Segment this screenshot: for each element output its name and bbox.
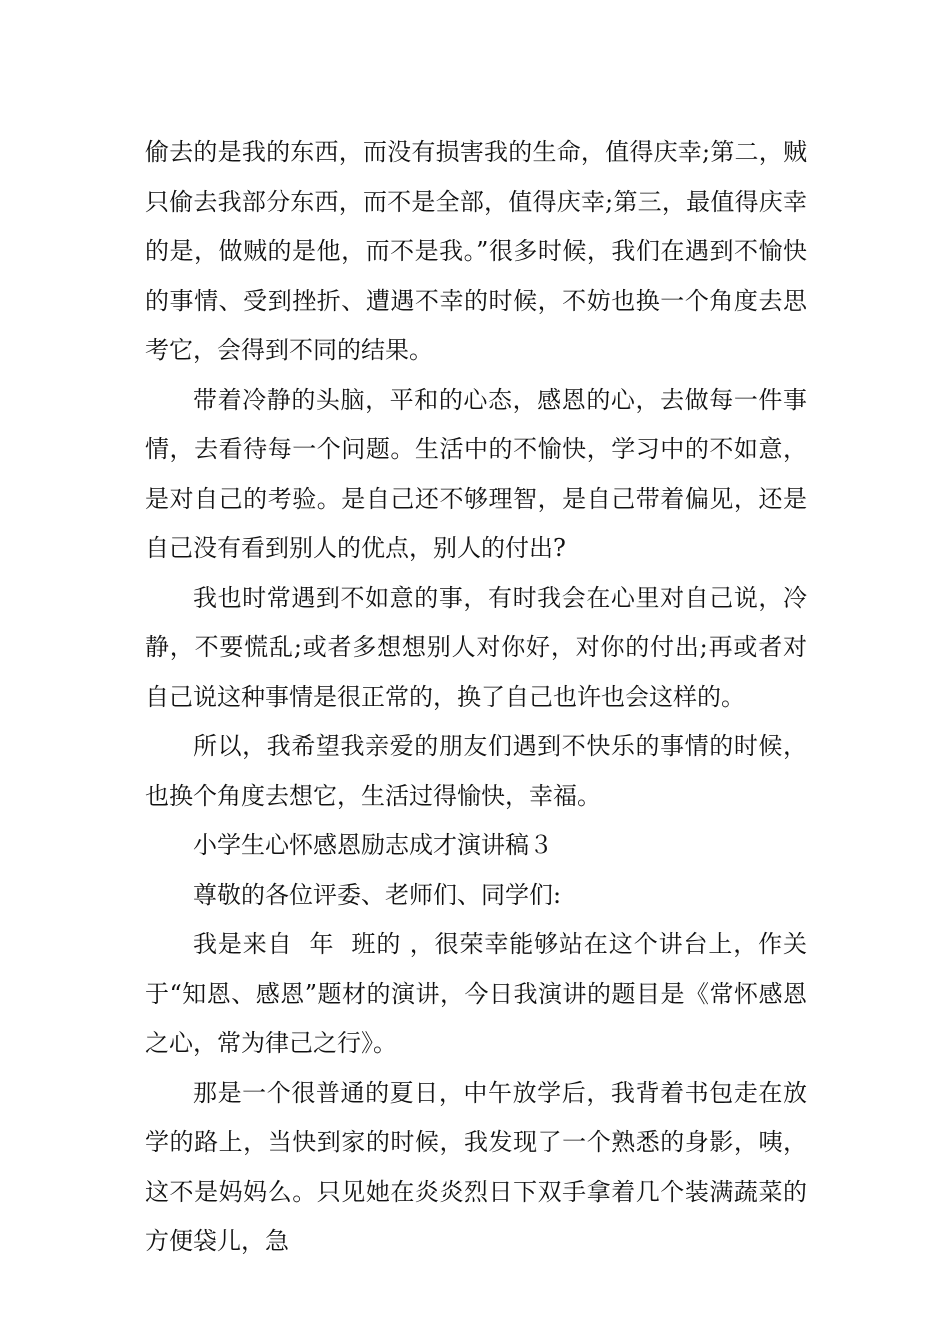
paragraph-8: 那是一个很普通的夏日，中午放学后，我背着书包走在放学的路上，当快到家的时候，我发现了一个熟悉的身影，咦，这不是妈妈么。只见她在炎炎烈日下双手拿着几个装满蔬菜的方便袋儿，急 xyxy=(145,1078,807,1255)
paragraph-2: 带着冷静的头脑，平和的心态，感恩的心，去做每一件事情，去看待每一个问题。生活中的不愉快，学习中的不如意，是对自己的考验。是自己还不够理智，是自己带着偏见，还是自己没有看到别人的优点，别人的付出? xyxy=(145,385,807,562)
speech-title: 小学生心怀感恩励志成才演讲稿３ xyxy=(193,831,553,859)
paragraph-4: 所以，我希望我亲爱的朋友们遇到不快乐的事情的时候，也换个角度去想它，生活过得愉快，幸福。 xyxy=(145,732,807,810)
paragraph-7: 我是来自 年 班的 ，很荣幸能够站在这个讲台上，作关于“知恩、感恩”题材的演讲，今日我演讲的题目是《常怀感恩之心，常为律己之行》。 xyxy=(145,930,807,1057)
document-body xyxy=(145,128,807,1267)
greeting: 尊敬的各位评委、老师们、同学们: xyxy=(193,880,562,909)
paragraph-1: 偷去的是我的东西，而没有损害我的生命，值得庆幸;第二，贼只偷去我部分东西，而不是全部，值得庆幸;第三，最值得庆幸的是，做贼的是他，而不是我。”很多时候，我们在遇到不愉快的事情、受到挫折、遭遇不幸的时候，不妨也换一个角度去思考它，会得到不同的结果。 xyxy=(145,138,807,364)
paragraph-3: 我也时常遇到不如意的事，有时我会在心里对自己说，冷静，不要慌乱;或者多想想别人对你好，对你的付出;再或者对自己说这种事情是很正常的，换了自己也许也会这样的。 xyxy=(145,583,807,711)
